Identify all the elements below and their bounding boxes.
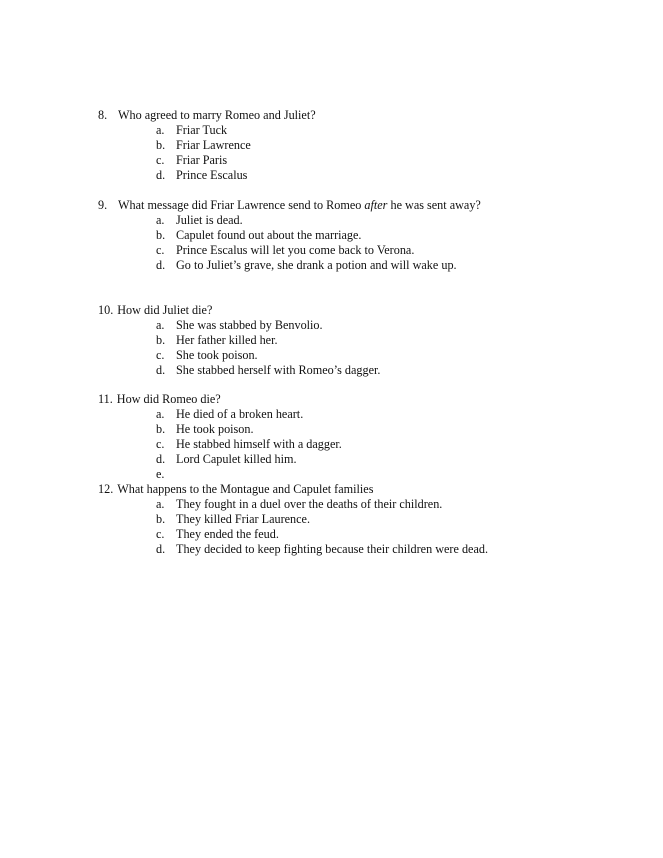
question-text: What happens to the Montague and Capulet families <box>117 482 374 496</box>
question-stem <box>98 303 638 318</box>
answer-option-a <box>98 213 638 228</box>
question-text-end: he was sent away? <box>387 198 481 212</box>
option-text: Go to Juliet’s grave, she drank a potion and will wake up. <box>176 258 457 272</box>
question-stem <box>98 392 638 407</box>
option-text: Prince Escalus <box>176 168 248 182</box>
answer-option-b <box>98 228 638 243</box>
question-number: 8. <box>98 108 108 122</box>
option-text: Lord Capulet killed him. <box>176 452 297 466</box>
option-letter: c. <box>156 527 165 541</box>
question-number: 10. <box>98 303 114 317</box>
option-letter: c. <box>156 243 165 257</box>
answer-option-b <box>98 333 638 348</box>
option-letter: a. <box>156 213 165 227</box>
answer-options <box>98 497 638 557</box>
answer-option-d <box>98 542 638 557</box>
option-text: They ended the feud. <box>176 527 279 541</box>
option-letter: b. <box>156 512 166 526</box>
answer-option-b <box>98 512 638 527</box>
option-letter: b. <box>156 422 166 436</box>
option-letter: e. <box>156 467 165 481</box>
option-letter: d. <box>156 258 166 272</box>
answer-option-a <box>98 497 638 512</box>
option-text: Friar Paris <box>176 153 228 167</box>
answer-option-d <box>98 452 638 467</box>
question-text: How did Romeo die? <box>116 392 221 406</box>
option-text: Friar Lawrence <box>176 138 251 152</box>
answer-options <box>98 318 638 378</box>
option-text: Capulet found out about the marriage. <box>176 228 362 242</box>
question-text: How did Juliet die? <box>117 303 213 317</box>
question-number: 12. <box>98 482 114 496</box>
question-12 <box>98 482 638 557</box>
answer-option-c <box>98 437 638 452</box>
question-9 <box>98 198 638 273</box>
option-letter: b. <box>156 333 166 347</box>
answer-option-c <box>98 243 638 258</box>
option-text: She was stabbed by Benvolio. <box>176 318 323 332</box>
question-number: 11. <box>98 392 113 406</box>
option-letter: d. <box>156 452 166 466</box>
question-text: Who agreed to marry Romeo and Juliet? <box>118 108 316 122</box>
answer-option-d <box>98 258 638 273</box>
answer-options <box>98 407 638 482</box>
option-text: She took poison. <box>176 348 258 362</box>
question-8 <box>98 108 638 183</box>
option-letter: a. <box>156 123 165 137</box>
option-letter: c. <box>156 153 165 167</box>
question-stem <box>98 482 638 497</box>
answer-options <box>98 123 638 183</box>
option-letter: c. <box>156 348 165 362</box>
answer-option-b <box>98 138 638 153</box>
option-letter: c. <box>156 437 165 451</box>
option-letter: a. <box>156 318 165 332</box>
option-text: He took poison. <box>176 422 254 436</box>
question-number: 9. <box>98 198 108 212</box>
answer-option-d <box>98 168 638 183</box>
question-stem <box>98 108 638 123</box>
answer-option-c <box>98 527 638 542</box>
option-letter: a. <box>156 497 165 511</box>
option-letter: a. <box>156 407 165 421</box>
question-10 <box>98 303 638 378</box>
option-text: She stabbed herself with Romeo’s dagger. <box>176 363 381 377</box>
question-stem <box>98 198 638 213</box>
option-text: He stabbed himself with a dagger. <box>176 437 342 451</box>
option-text: Friar Tuck <box>176 123 228 137</box>
option-letter: b. <box>156 228 166 242</box>
option-text: Prince Escalus will let you come back to Verona. <box>176 243 415 257</box>
answer-option-a <box>98 123 638 138</box>
option-letter: d. <box>156 542 166 556</box>
option-text: They decided to keep fighting because their children were dead. <box>176 542 489 556</box>
question-text-emphasis: after <box>364 198 388 212</box>
answer-option-c <box>98 153 638 168</box>
option-letter: d. <box>156 363 166 377</box>
option-text: They killed Friar Laurence. <box>176 512 311 526</box>
answer-option-b <box>98 422 638 437</box>
option-text: He died of a broken heart. <box>176 407 304 421</box>
answer-option-c <box>98 348 638 363</box>
option-text: Juliet is dead. <box>176 213 243 227</box>
option-text: They fought in a duel over the deaths of their children. <box>176 497 443 511</box>
answer-option-a <box>98 407 638 422</box>
option-text: Her father killed her. <box>176 333 278 347</box>
question-text-start: What message did Friar Lawrence send to Romeo <box>118 198 365 212</box>
option-letter: b. <box>156 138 166 152</box>
question-11 <box>98 392 638 482</box>
answer-option-e <box>98 467 638 482</box>
answer-option-d <box>98 363 638 378</box>
option-letter: d. <box>156 168 166 182</box>
answer-option-a <box>98 318 638 333</box>
answer-options <box>98 213 638 273</box>
